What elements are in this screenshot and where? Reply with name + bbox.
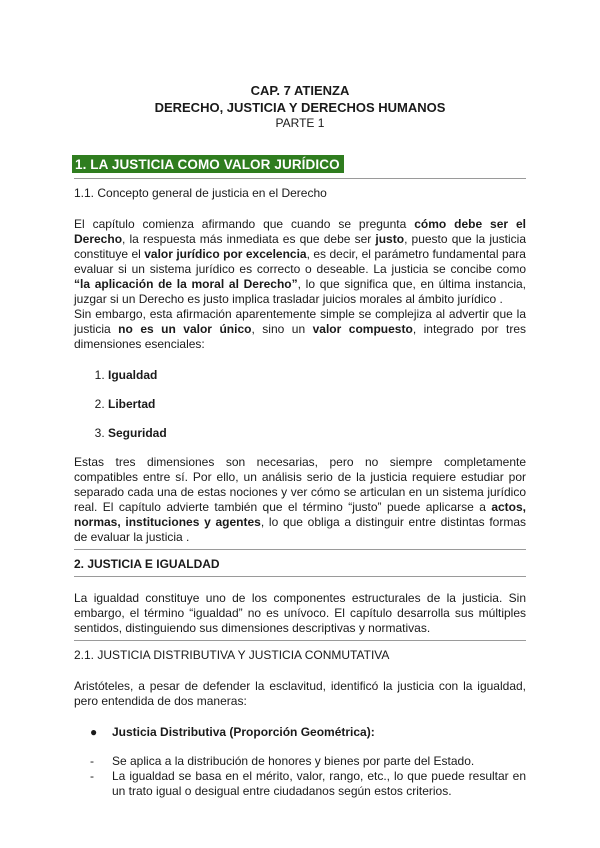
section-2-heading: 2. JUSTICIA E IGUALDAD bbox=[74, 557, 220, 571]
dash-list bbox=[74, 754, 526, 799]
text-run: , lo que significa que, en última instancia, juzgar si un Derecho es justo implica trasladar juicios morales al ámbito jurídico . bbox=[74, 277, 526, 306]
divider bbox=[74, 640, 526, 641]
bullet-text: Justicia Distributiva (Proporción Geométrica): bbox=[112, 725, 375, 739]
divider bbox=[74, 576, 526, 577]
paragraph-intro bbox=[74, 217, 526, 307]
bold-run: justo bbox=[375, 232, 405, 246]
part-label: PARTE 1 bbox=[275, 116, 325, 130]
dash-icon: - bbox=[90, 754, 94, 768]
list-item: 3. Seguridad bbox=[108, 426, 526, 441]
subsection-1-1-heading: 1.1. Concepto general de justicia en el Derecho bbox=[74, 186, 327, 200]
list-item bbox=[90, 725, 526, 740]
paragraph-compound-value bbox=[74, 307, 526, 352]
chapter-title: CAP. 7 ATIENZA bbox=[250, 83, 350, 98]
bold-run: no es un valor único bbox=[118, 322, 252, 336]
text-run: Estas tres dimensiones son necesarias, pero no siempre completamente compatibles entre sí. Por ello, un análisis serio de la justicia requiere estudiar por separado cada una de estas nociones y ver cómo se articulan en un sistema jurídico real. El capítulo advierte también que el término “justo” puede aplicarse a bbox=[74, 455, 526, 514]
text-run: , es decir, el parámetro fundamental para evaluar si un sistema jurídico es correcto o deseable. La justicia se concibe como bbox=[74, 247, 526, 276]
dash-text: Se aplica a la distribución de honores y bienes por parte del Estado. bbox=[112, 754, 475, 768]
list-item: 1. Igualdad bbox=[108, 368, 526, 383]
dash-text: La igualdad se basa en el mérito, valor, rango, etc., lo que puede resultar en un trato igual o desigual entre ciudadanos según estos criterios. bbox=[112, 769, 526, 798]
bold-run: actos, normas, instituciones y agentes bbox=[74, 500, 526, 529]
bold-run: valor jurídico por excelencia bbox=[144, 247, 307, 261]
paragraph-dimensions-compat bbox=[74, 455, 526, 545]
list-item: 2. Libertad bbox=[108, 397, 526, 412]
paragraph-aristotle: Aristóteles, a pesar de defender la esclavitud, identificó la justicia con la igualdad, pero entendida de dos maneras: bbox=[74, 679, 526, 708]
section-1-heading-text: 1. LA JUSTICIA COMO VALOR JURÍDICO bbox=[72, 155, 344, 173]
bold-run: valor compuesto bbox=[312, 322, 413, 336]
section-1-heading bbox=[74, 155, 526, 174]
text-run: , integrado por tres dimensiones esenciales: bbox=[74, 322, 526, 351]
text-run: Sin embargo, esta afirmación aparentemente simple se complejiza al advertir que la justicia bbox=[74, 307, 526, 336]
divider bbox=[74, 178, 526, 179]
dimensions-list bbox=[74, 368, 526, 441]
document-title: DERECHO, JUSTICIA Y DERECHOS HUMANOS bbox=[154, 100, 446, 115]
list-item bbox=[90, 754, 526, 769]
text-run: , puesto que la justicia constituye el bbox=[74, 232, 527, 261]
divider bbox=[74, 549, 526, 550]
dash-icon: - bbox=[90, 769, 94, 783]
text-run: , sino un bbox=[251, 322, 313, 336]
text-run: , la respuesta más inmediata es que debe ser bbox=[122, 232, 376, 246]
bullet-list bbox=[74, 725, 526, 740]
bold-run: “la aplicación de la moral al Derecho” bbox=[74, 277, 298, 291]
bullet-icon: ● bbox=[90, 725, 98, 739]
paragraph-equality: La igualdad constituye uno de los componentes estructurales de la justicia. Sin embargo, el término “igualdad” no es unívoco. El capítulo desarrolla sus múltiples sentidos, distinguiendo sus dimensiones descriptivas y normativas. bbox=[74, 591, 526, 635]
bold-run: cómo debe ser el Derecho bbox=[74, 217, 526, 246]
text-run: El capítulo comienza afirmando que cuando se pregunta bbox=[74, 217, 415, 231]
list-item bbox=[90, 769, 526, 799]
text-run: , lo que obliga a distinguir entre distintas formas de evaluar la justicia . bbox=[74, 515, 527, 544]
subsection-2-1-heading: 2.1. JUSTICIA DISTRIBUTIVA Y JUSTICIA CONMUTATIVA bbox=[74, 648, 390, 662]
